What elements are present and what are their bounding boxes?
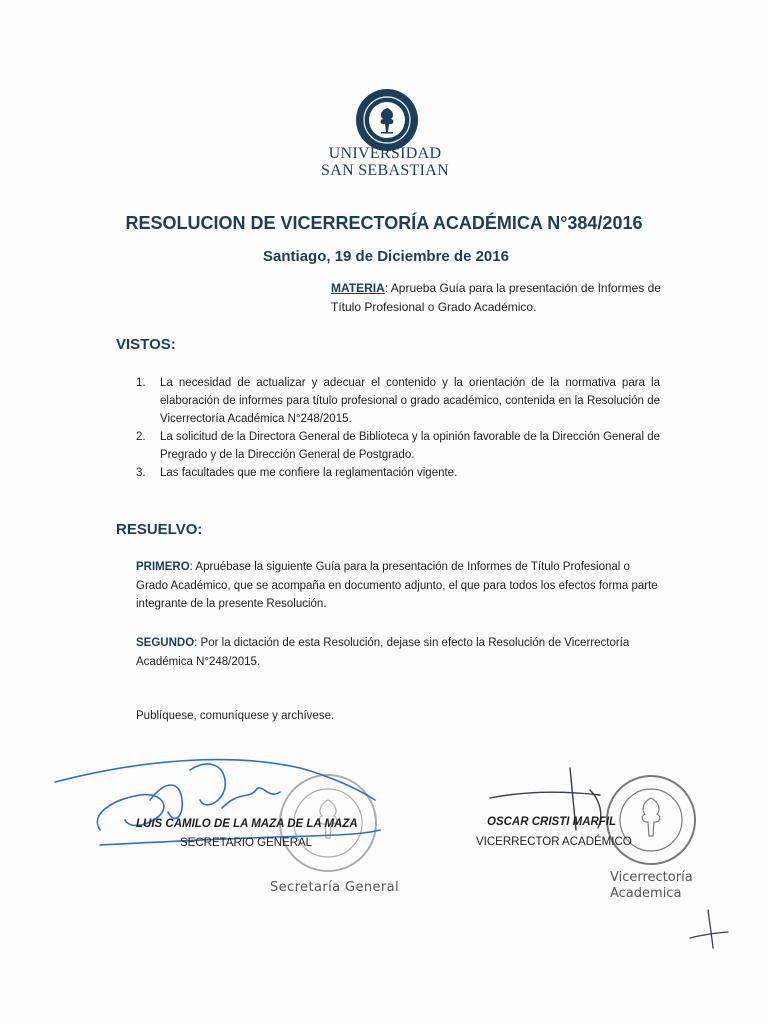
left-signer-role: SECRETARIO GENERAL xyxy=(180,837,313,849)
closing-line: Publíquese, comuníquese y archívese. xyxy=(136,710,335,722)
university-name-line1: UNIVERSIDAD xyxy=(328,145,442,162)
right-signer-role: VICERRECTOR ACADÉMICO xyxy=(476,836,632,848)
right-signer-name: OSCAR CRISTI MARFIL xyxy=(487,816,617,828)
list-item-number: 1. xyxy=(136,377,146,389)
primero-label: PRIMERO xyxy=(136,561,190,573)
list-item-number: 2. xyxy=(136,431,146,443)
list-item-text: Las facultades que me confiere la reglamentación vigente. xyxy=(160,467,458,479)
materia-label: MATERIA xyxy=(331,281,385,295)
segundo-text: : Por la dictación de esta Resolución, dejase sin efecto la Resolución de Vicerrectoría Académica N°248/2015. xyxy=(136,637,630,668)
segundo-label: SEGUNDO xyxy=(136,637,195,649)
materia-text: : Aprueba Guía para la presentación de Informes de Título Profesional o Grado Académico. xyxy=(331,281,661,314)
date-line: Santiago, 19 de Diciembre de 2016 xyxy=(263,248,509,265)
document-title: RESOLUCION DE VICERRECTORÍA ACADÉMICA N°384/2016 xyxy=(125,213,643,233)
list-item-text: La necesidad de actualizar y adecuar el contenido y la orientación de la normativa para la elaboración de informes para título profesional o grado académico, contenida en la Resolución de Vicerrectoría Académica N°248/2015. xyxy=(160,377,660,425)
primero-text: : Apruébase la siguiente Guía para la presentación de Informes de Título Profesional o Grado Académico, que se acompaña en documento adjunto, el que para todos los efectos forma parte integrante de la presente Resolución. xyxy=(136,561,658,610)
left-signer-name: LUIS CAMILO DE LA MAZA DE LA MAZA xyxy=(136,818,358,830)
right-stamp-label-line2: Academica xyxy=(610,886,682,901)
margin-mark-icon xyxy=(690,910,728,948)
vistos-heading: VISTOS: xyxy=(116,336,176,353)
list-item-number: 3. xyxy=(136,467,146,479)
list-item-text: La solicitud de la Directora General de Biblioteca y la opinión favorable de la Dirección General de Pregrado y de la Dirección General de Postgrado. xyxy=(160,431,660,461)
right-stamp-label-line1: Vicerrectoría xyxy=(610,870,693,885)
university-name-line2: SAN SEBASTIAN xyxy=(321,162,449,179)
left-stamp-label: Secretaría General xyxy=(270,880,400,895)
vicerrectoria-stamp-icon xyxy=(607,776,695,864)
resuelvo-heading: RESUELVO: xyxy=(116,521,203,538)
right-stamp-label xyxy=(610,870,693,902)
